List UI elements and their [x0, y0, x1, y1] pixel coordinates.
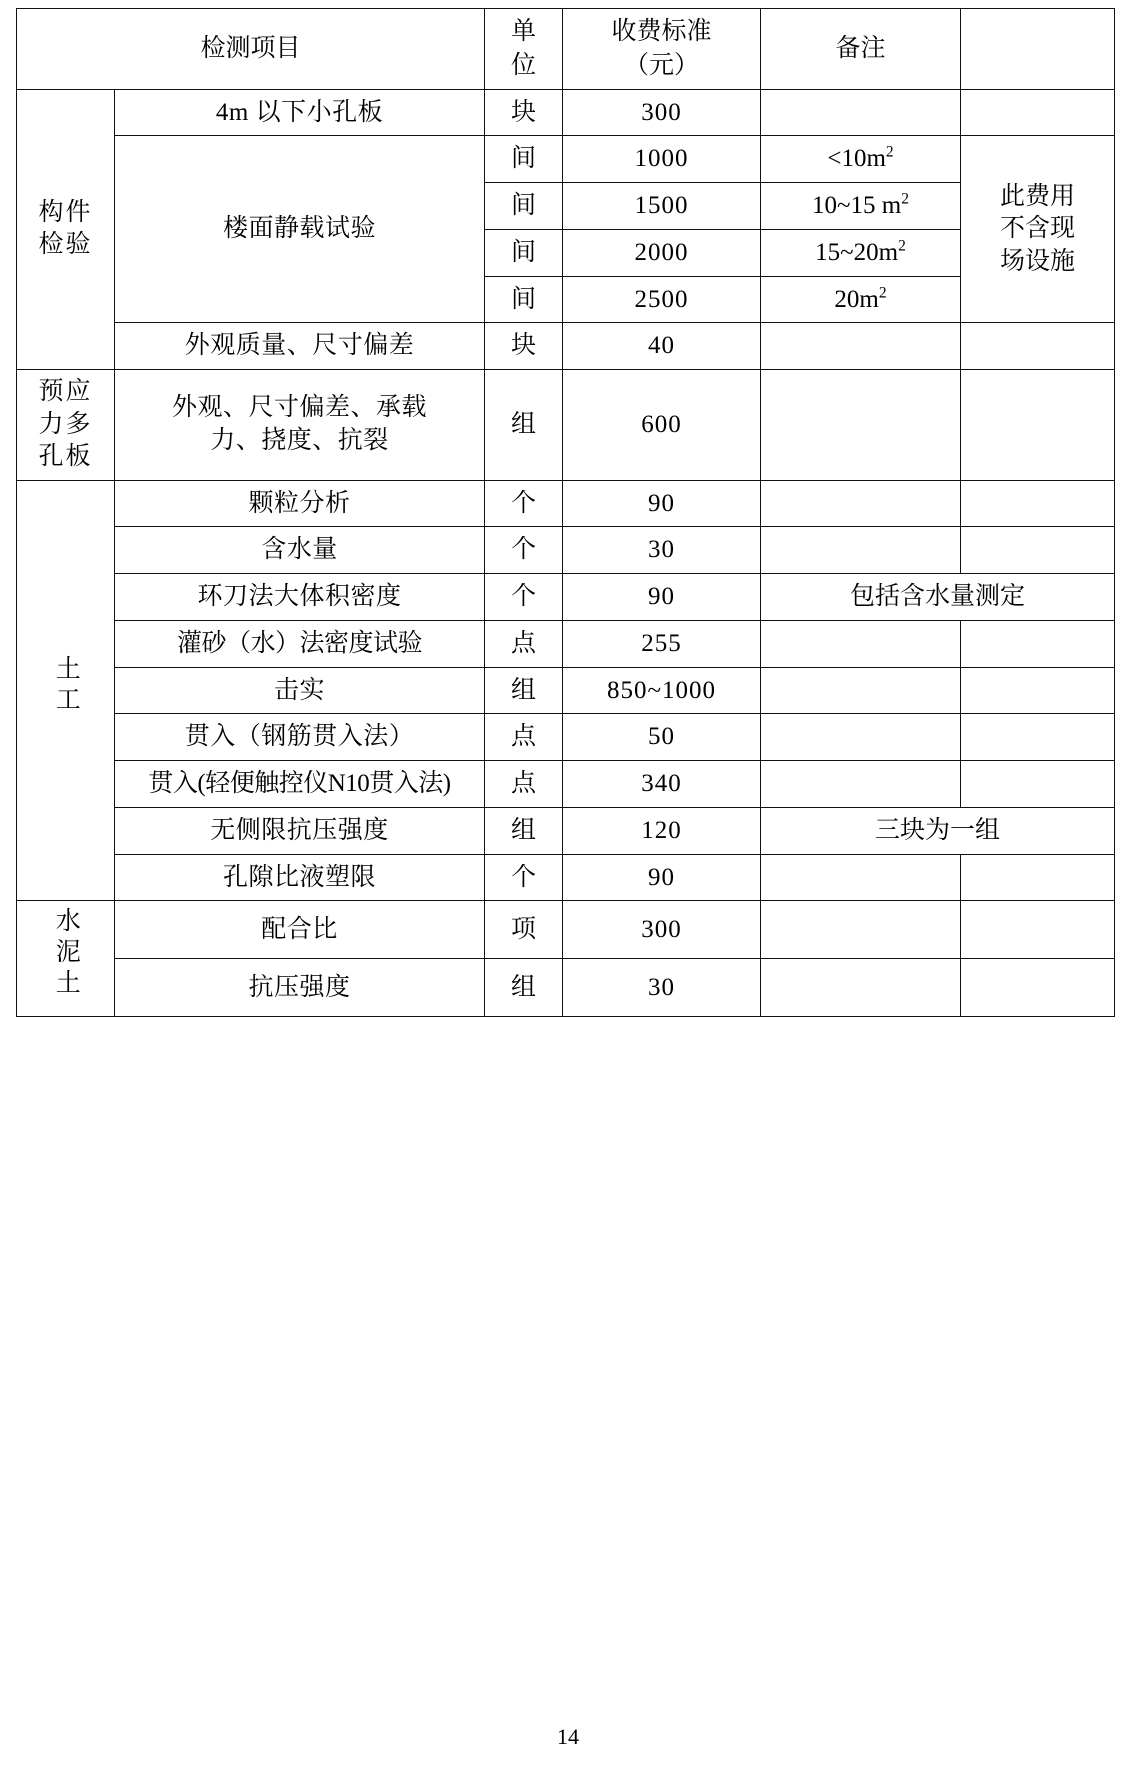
item-name: 环刀法大体积密度 — [115, 574, 485, 621]
table-row — [17, 854, 1115, 901]
item-price: 600 — [563, 370, 761, 481]
extra-note-blank — [961, 959, 1115, 1017]
item-price: 90 — [563, 854, 761, 901]
table-header-row — [17, 9, 1115, 90]
item-name: 4m 以下小孔板 — [115, 89, 485, 136]
table-row — [17, 480, 1115, 527]
group-label-line2: 力多 — [38, 410, 93, 438]
item-price: 300 — [563, 901, 761, 959]
item-unit: 块 — [485, 323, 563, 370]
header-item: 检测项目 — [17, 9, 485, 90]
extra-note-line1: 此费用 — [1000, 182, 1076, 210]
table-row — [17, 574, 1115, 621]
item-name: 楼面静载试验 — [115, 136, 485, 323]
extra-note-blank — [961, 714, 1115, 761]
item-unit: 项 — [485, 901, 563, 959]
item-price: 1000 — [563, 136, 761, 183]
item-note — [761, 229, 961, 276]
table-row — [17, 89, 1115, 136]
item-unit: 点 — [485, 620, 563, 667]
item-unit: 组 — [485, 959, 563, 1017]
item-unit: 组 — [485, 807, 563, 854]
item-unit: 块 — [485, 89, 563, 136]
extra-note-blank — [961, 667, 1115, 714]
table-row — [17, 370, 1115, 481]
fee-schedule-table — [16, 8, 1115, 1017]
extra-note-blank — [961, 761, 1115, 808]
item-unit: 间 — [485, 183, 563, 230]
group-label-text: 土工 — [52, 654, 80, 717]
extra-note-blank — [961, 323, 1115, 370]
table-row — [17, 761, 1115, 808]
item-note — [761, 323, 961, 370]
group-label-line3: 孔板 — [38, 443, 93, 470]
item-note-text: 10~15 m — [812, 192, 902, 219]
item-unit: 间 — [485, 136, 563, 183]
header-price — [563, 9, 761, 90]
item-name: 外观质量、尺寸偏差 — [115, 323, 485, 370]
table-row — [17, 136, 1115, 183]
extra-note-line3: 场设施 — [1000, 247, 1076, 275]
header-extra — [961, 9, 1115, 90]
item-unit: 个 — [485, 527, 563, 574]
extra-note-blank — [961, 89, 1115, 136]
extra-note-blank — [961, 620, 1115, 667]
item-unit: 个 — [485, 574, 563, 621]
item-name: 颗粒分析 — [115, 480, 485, 527]
item-note: 三块为一组 — [761, 807, 1115, 854]
group-label-prestressed-hollow-slab — [17, 370, 115, 481]
item-unit: 个 — [485, 480, 563, 527]
header-note: 备注 — [761, 9, 961, 90]
table-row — [17, 714, 1115, 761]
item-note — [761, 667, 961, 714]
item-name: 贯入(轻便触控仪N10贯入法) — [115, 761, 485, 808]
item-note-sup: 2 — [901, 190, 909, 208]
group-label-line2: 检验 — [38, 231, 93, 259]
item-unit: 点 — [485, 761, 563, 808]
group-label-line1: 预应 — [38, 378, 93, 405]
group-label-cement-soil — [17, 901, 115, 1017]
table-row — [17, 620, 1115, 667]
item-note — [761, 761, 961, 808]
header-unit-line2: 位 — [511, 51, 537, 79]
item-price: 1500 — [563, 183, 761, 230]
item-name — [115, 370, 485, 481]
item-note — [761, 959, 961, 1017]
item-note — [761, 901, 961, 959]
header-unit — [485, 9, 563, 90]
item-note — [761, 480, 961, 527]
item-note — [761, 276, 961, 323]
item-name: 抗压强度 — [115, 959, 485, 1017]
extra-note-blank — [961, 527, 1115, 574]
extra-note-line2: 不含现 — [1000, 215, 1076, 242]
item-price: 90 — [563, 480, 761, 527]
item-unit: 点 — [485, 714, 563, 761]
item-note — [761, 370, 961, 481]
item-note: 包括含水量测定 — [761, 574, 1115, 621]
item-note-sup: 2 — [898, 237, 906, 255]
item-price: 90 — [563, 574, 761, 621]
item-price: 300 — [563, 89, 761, 136]
table-row — [17, 667, 1115, 714]
group-label-geotechnical — [17, 480, 115, 901]
table-row — [17, 323, 1115, 370]
item-note-text: 15~20m — [815, 238, 899, 266]
item-price: 2500 — [563, 276, 761, 323]
table-row — [17, 527, 1115, 574]
item-note-text: 20m — [834, 285, 879, 313]
header-price-line2: （元） — [624, 51, 700, 79]
item-price: 850~1000 — [563, 667, 761, 714]
item-price: 30 — [563, 527, 761, 574]
item-note — [761, 183, 961, 230]
item-note — [761, 136, 961, 183]
item-price: 255 — [563, 620, 761, 667]
item-name: 无侧限抗压强度 — [115, 807, 485, 854]
item-note-sup: 2 — [878, 284, 887, 302]
table-row — [17, 901, 1115, 959]
item-name-line1: 外观、尺寸偏差、承载 — [172, 394, 428, 422]
table-row — [17, 807, 1115, 854]
item-price: 30 — [563, 959, 761, 1017]
item-name: 灌砂（水）法密度试验 — [115, 620, 485, 667]
item-name: 击实 — [115, 667, 485, 714]
extra-note-cell — [961, 136, 1115, 323]
item-unit: 组 — [485, 667, 563, 714]
item-name-line2: 力、挠度、抗裂 — [210, 426, 389, 454]
header-price-line1: 收费标准 — [611, 18, 712, 45]
item-price: 120 — [563, 807, 761, 854]
page-number: 14 — [557, 1724, 579, 1749]
extra-note-blank — [961, 480, 1115, 527]
extra-note-blank — [961, 901, 1115, 959]
item-unit: 间 — [485, 229, 563, 276]
item-unit: 间 — [485, 276, 563, 323]
header-unit-line1: 单 — [511, 18, 537, 45]
group-label-text: 水泥土 — [52, 907, 80, 1001]
item-unit: 个 — [485, 854, 563, 901]
item-note — [761, 89, 961, 136]
item-note — [761, 854, 961, 901]
item-name: 贯入（钢筋贯入法） — [115, 714, 485, 761]
item-note — [761, 527, 961, 574]
item-unit: 组 — [485, 370, 563, 481]
item-price: 340 — [563, 761, 761, 808]
item-price: 40 — [563, 323, 761, 370]
item-note-sup: 2 — [885, 143, 894, 161]
item-note-text: <10m — [827, 145, 886, 173]
item-price: 2000 — [563, 229, 761, 276]
table-row — [17, 959, 1115, 1017]
item-note — [761, 714, 961, 761]
item-name: 配合比 — [115, 901, 485, 959]
extra-note-blank — [961, 854, 1115, 901]
group-label-line1: 构件 — [38, 198, 93, 226]
item-note — [761, 620, 961, 667]
item-price: 50 — [563, 714, 761, 761]
item-name: 孔隙比液塑限 — [115, 854, 485, 901]
extra-note-blank — [961, 370, 1115, 481]
item-name: 含水量 — [115, 527, 485, 574]
group-label-component-inspection — [17, 89, 115, 370]
document-page — [0, 8, 1136, 1784]
